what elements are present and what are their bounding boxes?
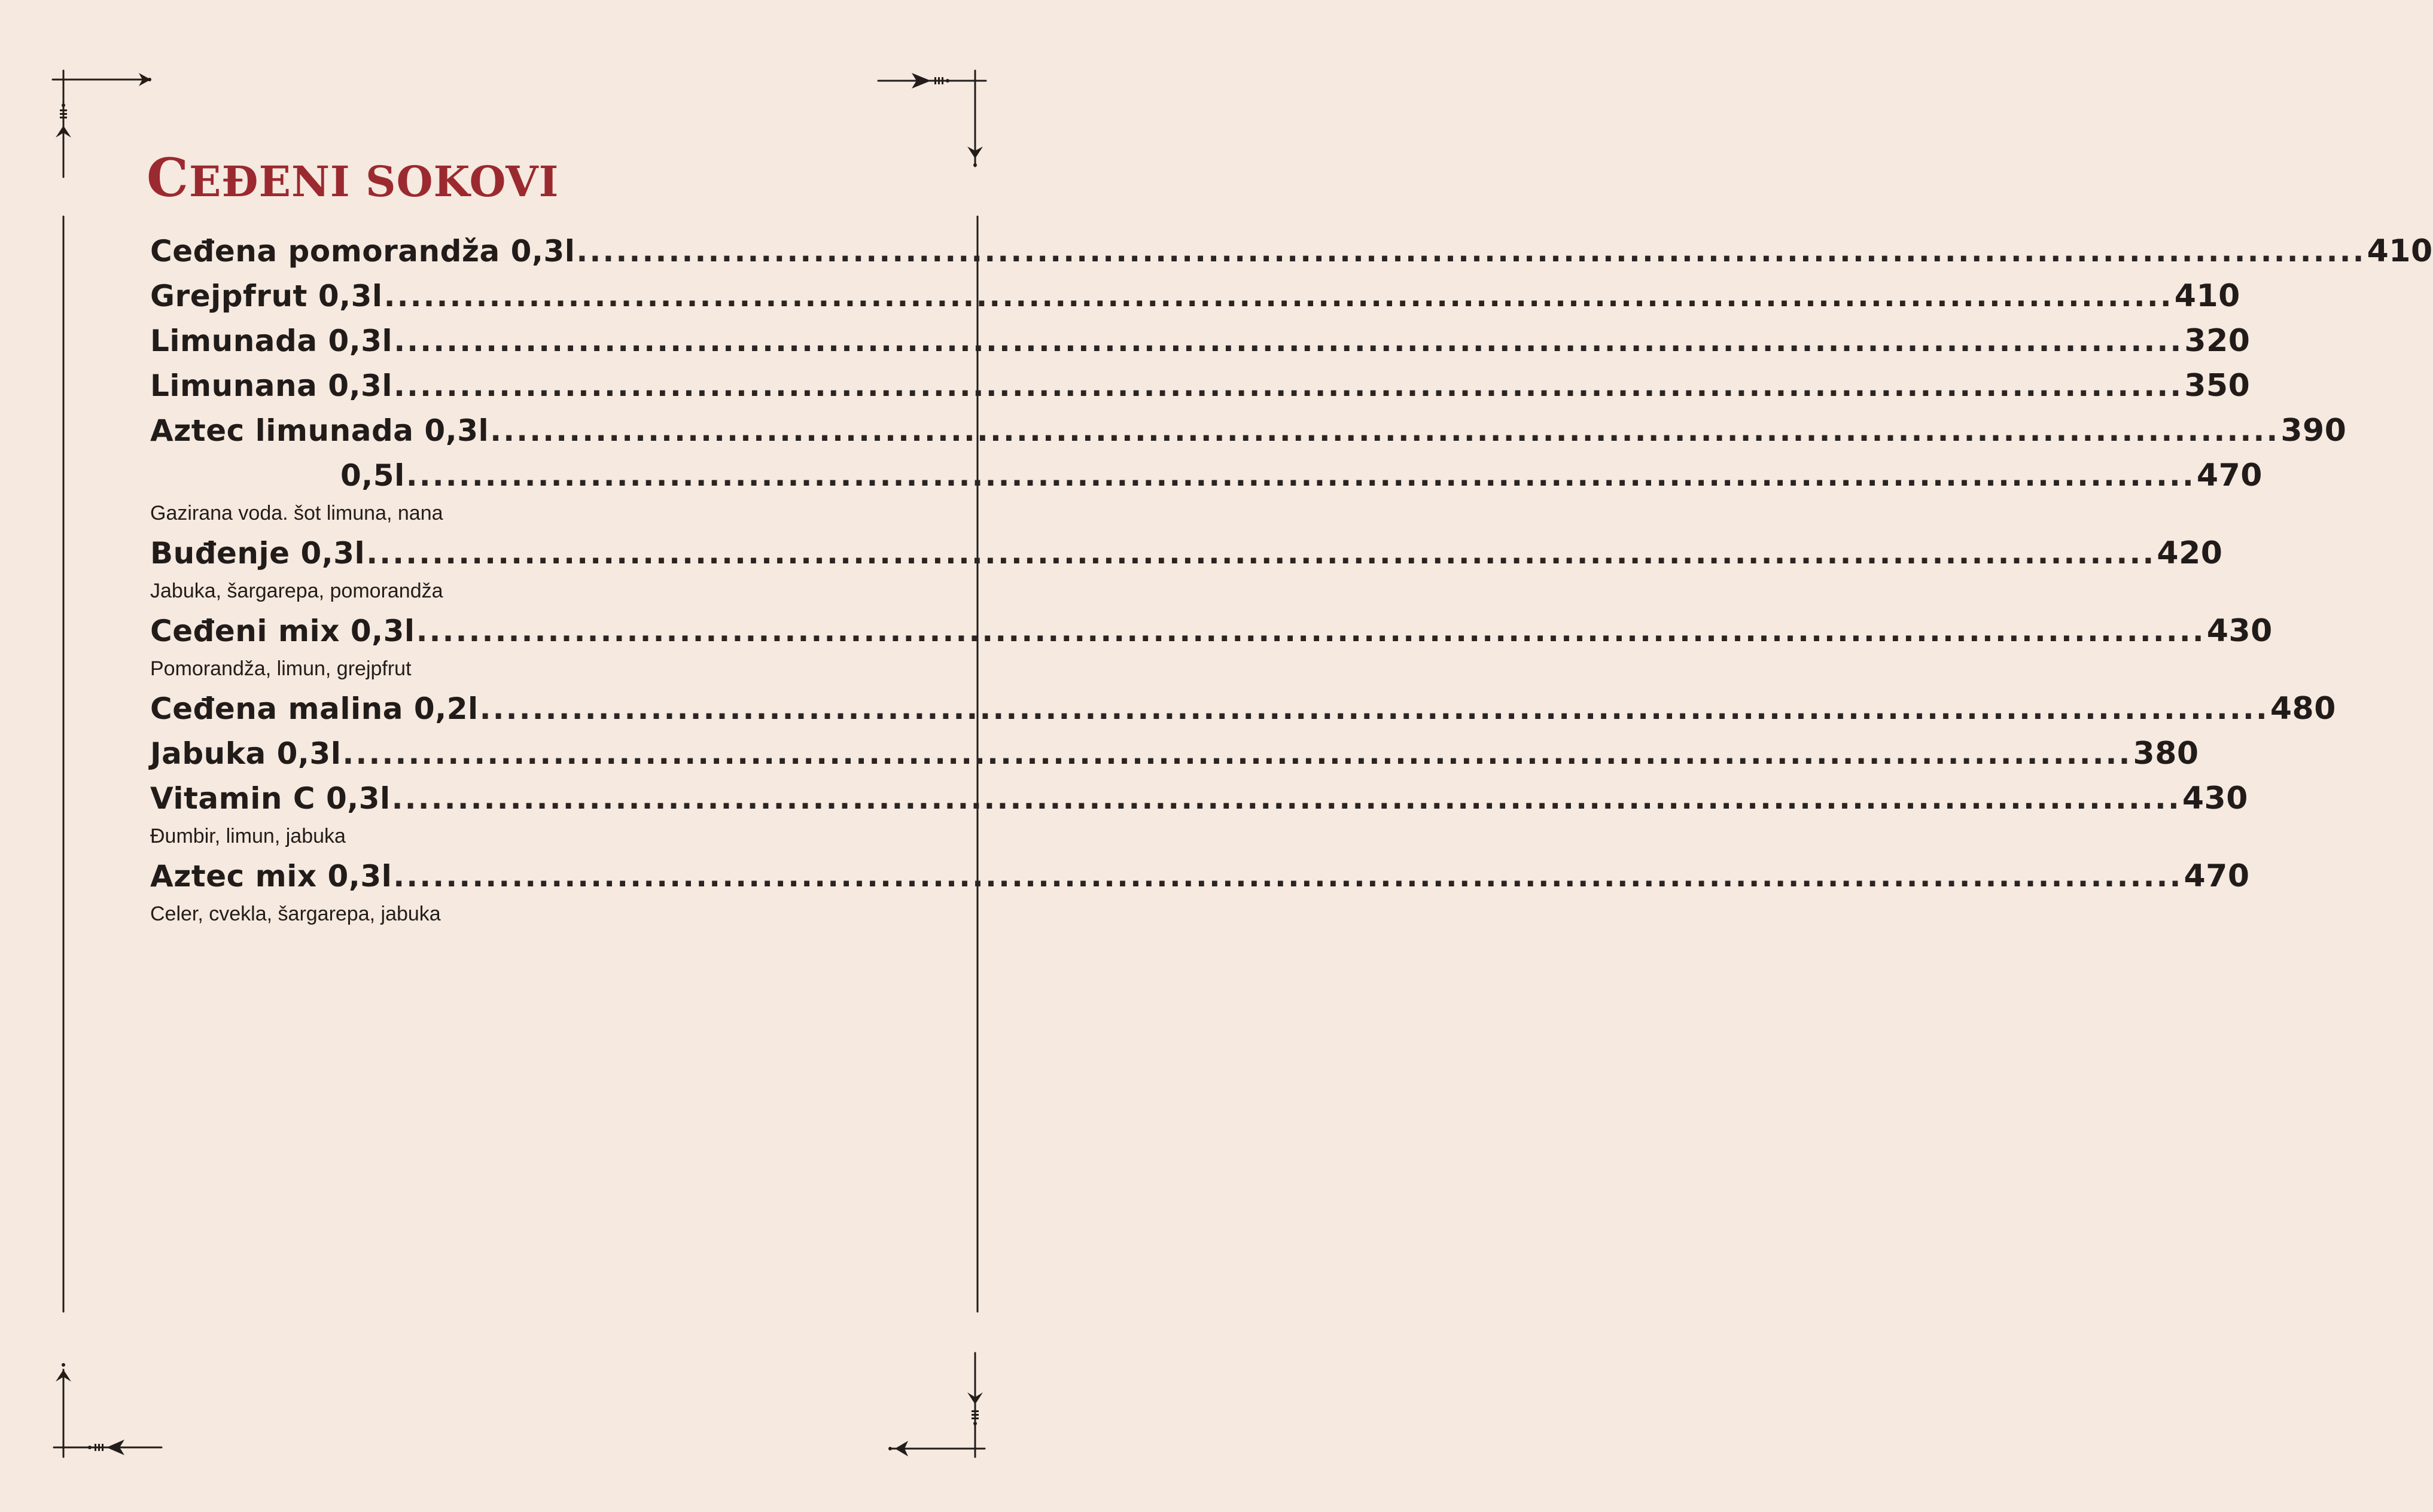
menu-item-price: 470 xyxy=(2184,858,2250,894)
dot-leader: ........................................................................................................................................ xyxy=(342,736,2132,771)
menu-item-price: 480 xyxy=(2270,691,2336,727)
menu-item-name: Limunada 0,3l xyxy=(150,324,393,358)
dot-leader: ........................................................................................................................................ xyxy=(394,324,2184,358)
menu-item-description: Jabuka, šargarepa, pomorandža xyxy=(150,580,443,602)
dot-leader: ........................................................................................................................................ xyxy=(576,234,2366,269)
menu-item-description: Gazirana voda. šot limuna, nana xyxy=(150,502,443,525)
menu-item-description: Celer, cvekla, šargarepa, jabuka xyxy=(150,903,441,925)
section-title xyxy=(147,147,559,209)
menu-item-name: Aztec limunada 0,3l xyxy=(150,413,489,448)
menu-item-name: Jabuka 0,3l xyxy=(150,736,342,771)
menu-item-price: 430 xyxy=(2182,781,2248,816)
menu-item xyxy=(150,535,2223,580)
menu-item-price: 430 xyxy=(2206,613,2273,649)
menu-item-price: 350 xyxy=(2184,368,2251,404)
menu-item-name: Limunana 0,3l xyxy=(150,368,392,403)
menu-item-price: 390 xyxy=(2280,413,2347,449)
menu-list xyxy=(150,233,2433,936)
menu-item xyxy=(150,858,2250,903)
menu-item-price: 320 xyxy=(2184,323,2251,359)
menu-item xyxy=(150,233,2433,278)
menu-item xyxy=(150,781,2248,825)
dot-leader: ........................................................................................................................................ xyxy=(416,614,2206,648)
menu-item-name: 0,5l xyxy=(340,458,405,493)
section-title-initial: C xyxy=(147,147,190,209)
dot-leader: ........................................................................................................................................ xyxy=(366,536,2156,571)
menu-item-description: Đumbir, limun, jabuka xyxy=(150,825,346,848)
menu-item-name: Ceđeni mix 0,3l xyxy=(150,614,415,648)
menu-item xyxy=(150,691,2336,736)
menu-item xyxy=(150,368,2251,413)
dot-leader: ........................................................................................................................................ xyxy=(479,691,2269,726)
menu-item xyxy=(150,413,2347,458)
dot-leader: ........................................................................................................................................ xyxy=(394,368,2184,403)
dot-leader: ........................................................................................................................................ xyxy=(383,279,2173,313)
menu-item-name: Grejpfrut 0,3l xyxy=(150,279,383,313)
menu-item-price: 470 xyxy=(2196,458,2263,493)
menu-item-name: Aztec mix 0,3l xyxy=(150,859,392,894)
dot-leader: ........................................................................................................................................ xyxy=(490,413,2280,448)
menu-item xyxy=(150,458,2263,502)
menu-item-price: 420 xyxy=(2157,535,2223,571)
menu-item-name: Ceđena pomorandža 0,3l xyxy=(150,234,575,269)
menu-item-name: Vitamin C 0,3l xyxy=(150,781,391,816)
dot-leader: ........................................................................................................................................ xyxy=(391,781,2181,816)
menu-item xyxy=(150,323,2251,368)
menu-item-price: 410 xyxy=(2367,233,2433,269)
section-title-rest: EĐENI SOKOVI xyxy=(189,157,559,206)
dot-leader: ........................................................................................................................................ xyxy=(393,859,2183,894)
dot-leader: ........................................................................................................................................ xyxy=(406,458,2196,493)
menu-item xyxy=(150,736,2199,781)
menu-item-price: 410 xyxy=(2174,278,2240,314)
menu-item-description: Pomorandža, limun, grejpfrut xyxy=(150,657,412,680)
menu-item-name: Buđenje 0,3l xyxy=(150,536,366,571)
menu-item xyxy=(150,278,2240,323)
menu-item-name: Ceđena malina 0,2l xyxy=(150,691,479,726)
menu-item-price: 380 xyxy=(2133,736,2199,772)
menu-item xyxy=(150,613,2273,658)
